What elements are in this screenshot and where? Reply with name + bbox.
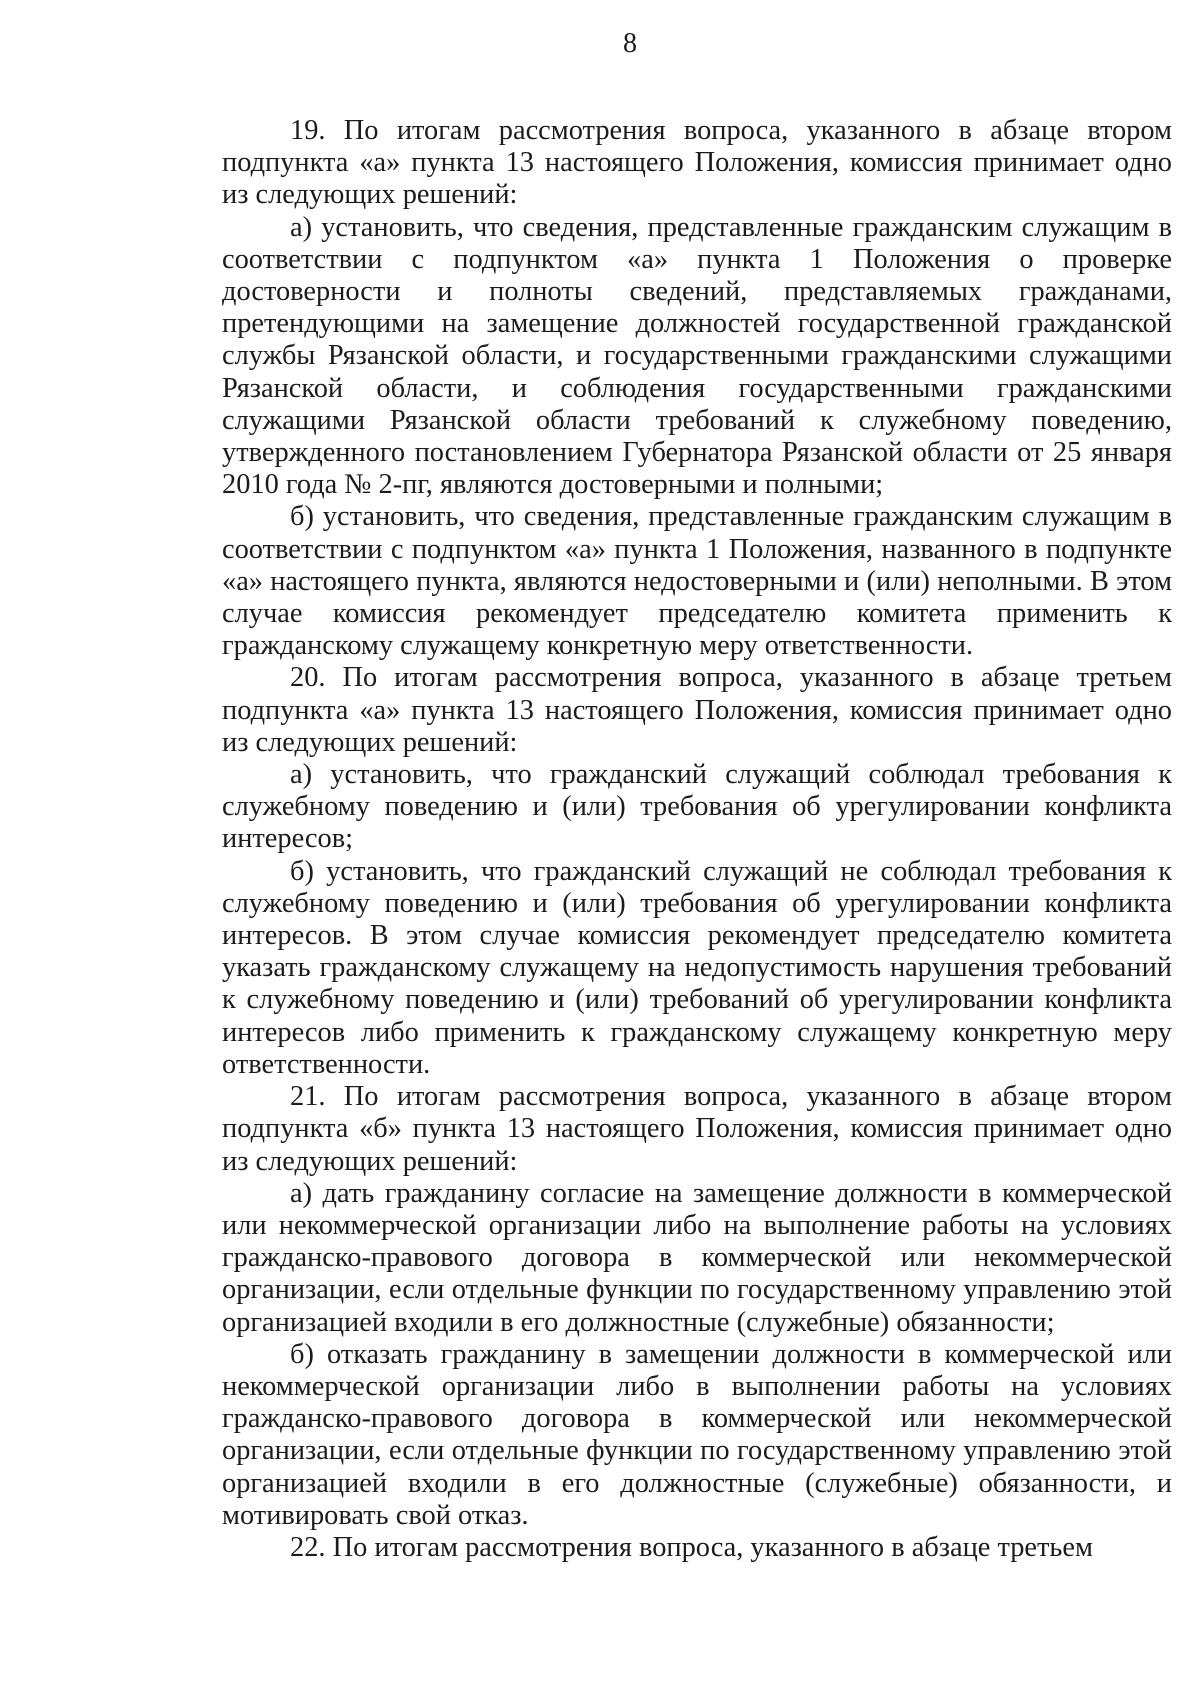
- paragraph-21-a: а) дать гражданину согласие на замещение должности в коммерческой или некоммерческой организации либо на выполнение работы на условиях гражданско-правового договора в коммерческой или некоммерческой организации, если отдельные функции по государственному управлению этой организацией входили в его должностные (служебные) обязанности;: [222, 1177, 1172, 1338]
- paragraph-20-b: б) установить, что гражданский служащий не соблюдал требования к служебному поведению и (или) требования об урегулировании конфликта интересов. В этом случае комиссия рекомендует председателю комитета указать гражданскому служащему на недопустимость нарушения требований к служебному поведению и (или) требований об урегулировании конфликта интересов либо применить к гражданскому служащему конкретную меру ответственности.: [222, 855, 1172, 1080]
- document-body: [222, 115, 1172, 1564]
- paragraph-20: 20. По итогам рассмотрения вопроса, указанного в абзаце третьем подпункта «а» пункта 13 настоящего Положения, комиссия принимает одно из следующих решений:: [222, 662, 1172, 758]
- paragraph-19: 19. По итогам рассмотрения вопроса, указанного в абзаце втором подпункта «а» пункта 13 настоящего Положения, комиссия принимает одно из следующих решений:: [222, 115, 1172, 211]
- paragraph-20-a: а) установить, что гражданский служащий соблюдал требования к служебному поведению и (или) требования об урегулировании конфликта интересов;: [222, 759, 1172, 855]
- paragraph-19-a: а) установить, что сведения, представленные гражданским служащим в соответствии с подпунктом «а» пункта 1 Положения о проверке достоверности и полноты сведений, представляемых гражданами, претендующими на замещение должностей государственной гражданской службы Рязанской области, и государственными гражданскими служащими Рязанской области, и соблюдения государственными гражданскими служащими Рязанской области требований к служебному поведению, утвержденного постановлением Губернатора Рязанской области от 25 января 2010 года № 2-пг, являются достоверными и полными;: [222, 211, 1172, 501]
- paragraph-19-b: б) установить, что сведения, представленные гражданским служащим в соответствии с подпунктом «а» пункта 1 Положения, названного в подпункте «а» настоящего пункта, являются недостоверными и (или) неполными. В этом случае комиссия рекомендует председателю комитета применить к гражданскому служащему конкретную меру ответственности.: [222, 501, 1172, 662]
- paragraph-21: 21. По итогам рассмотрения вопроса, указанного в абзаце втором подпункта «б» пункта 13 настоящего Положения, комиссия принимает одно из следующих решений:: [222, 1081, 1172, 1177]
- paragraph-22: 22. По итогам рассмотрения вопроса, указанного в абзаце третьем: [290, 1531, 1093, 1563]
- paragraph-21-b: б) отказать гражданину в замещении должности в коммерческой или некоммерческой организации либо в выполнении работы на условиях гражданско-правового договора в коммерческой или некоммерческой организации, если отдельные функции по государственному управлению этой организацией входили в его должностные (служебные) обязанности, и мотивировать свой отказ.: [222, 1338, 1172, 1531]
- page-number: 8: [623, 28, 637, 59]
